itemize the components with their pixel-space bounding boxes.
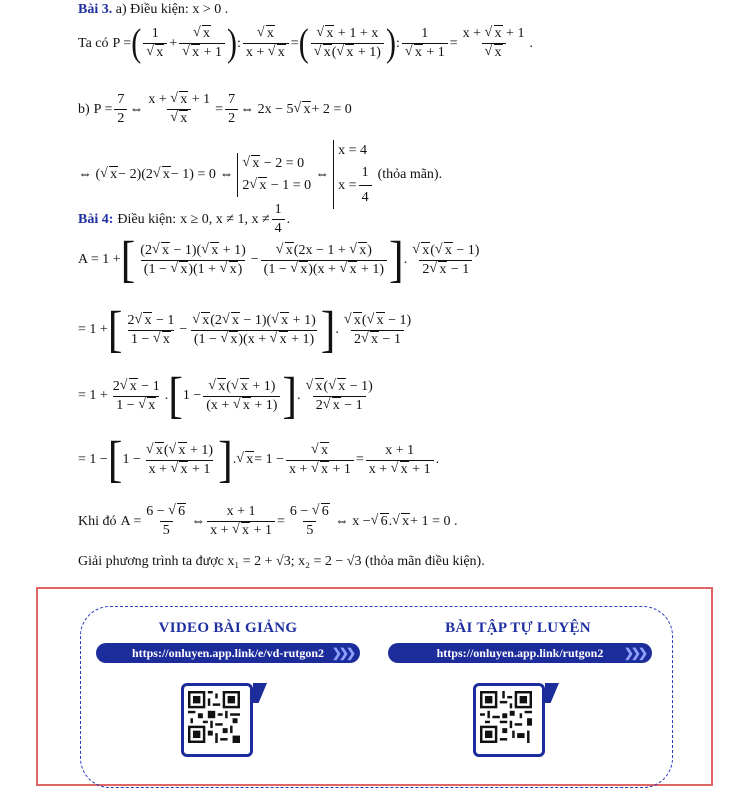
bai4-step-3: = 1 + $\frac{2√ x - 1}{1 - √ x}$ . [ 1 − √ $\frac{x(√ x + 1)}{(x + √ x + 1)}$ ] . √ $\frac{x(√ x - 1)}{2√ x - 1}$ [78, 374, 378, 418]
bai4-khi-do: Khi đó A = $\frac{6 - √ 6}{5}$ ⇔ $\frac{x + 1}{x + √ x + 1}$ = $\frac{6 - √ 6}{5}$ ⇔ x − √ 6 . √ x + 1 = 0 . [78, 504, 457, 539]
bai3-a-label: a) Điều kiện: [115, 2, 189, 17]
chevrons-icon: ❯❯❯ [623, 646, 645, 660]
video-qr-code[interactable] [181, 683, 261, 761]
b-label: b) [78, 101, 90, 117]
bai4-step-4: = 1 − [ 1 − √ $\frac{x(√ x + 1)}{x + √ x + 1}$ ] . √ x = 1 − √ $\frac{x}{x + √ x + 1}$ = $\frac{x + 1}{x + √ x + 1}$ . [78, 438, 439, 482]
bai3-heading: Bài 3. [78, 2, 113, 17]
video-link[interactable] [96, 643, 360, 663]
exercise-title: BÀI TẬP TỰ LUYỆN [445, 620, 591, 636]
bai4-cond-label: Điều kiện: [117, 211, 177, 227]
roots: x₁ = 2 + √3; x₂ = 2 − √3 [227, 554, 362, 569]
system-2: x = 4 x = $\frac{1}{4}$ [333, 140, 373, 209]
bai4-step-2: = 1 + [ $\frac{2√ x - 1}{1 - √ x}$ − √ $\frac{x(2√ x - 1)(√ x + 1)}{(1 - √ x)(x + √ x + 1)}$ ] . √ $\frac{x(√ x - 1)}{2√ x - 1}$ [78, 308, 416, 352]
bai4-step-1: A = 1 + [ $\frac{(2√ x - 1)(√ x + 1)}{(1 - √ x)(1 + √ x)}$ − √ $\frac{x(2x - 1 + √ x)}{(1 - √ x)(x + √ x + 1)}$ ] . √ $\frac{x(√ x - 1)}{2√ x - 1}$ [78, 238, 484, 282]
video-link-text: https://onluyen.app.link/e/vd-rutgon2 [131, 646, 325, 660]
khi-do-label: Khi đó [78, 513, 117, 529]
bai3-a-condition: x > 0 . [192, 2, 229, 17]
exercise-link-text: https://onluyen.app.link/rutgon2 [436, 646, 604, 660]
bai4-line-cond: Bài 4: Điều kiện: x ≥ 0, x ≠ 1, x ≠ $\frac{1}{4}$ . [78, 202, 291, 236]
ta-co-label: Ta có [78, 35, 109, 51]
bai3-expression-p: Ta có P = ( 1 √ x + √ x √ x + 1 ) : √ $\frac{x}{x + √ x}$ = ( √ x + 1 + x √ x(√ x + 1) ) : 1 √ x + 1 = x + √ x + 1 √ x . [78, 26, 533, 61]
bai3-part-b: b) P = $\frac{7}{2}$ ⇔ x + √ x + 1 √ x = $\frac{7}{2}$ ⇔ 2x − 5 √ x + 2 = 0 [78, 92, 352, 127]
dieu-kien: (thỏa mãn điều kiện). [364, 554, 485, 569]
video-title: VIDEO BÀI GIẢNG [158, 620, 298, 636]
thoa-man: (thỏa mãn). [377, 166, 443, 182]
bai4-cond: x ≥ 0, x ≠ 1, x ≠ [180, 211, 270, 227]
qr-icon [480, 690, 532, 744]
exercise-qr-code[interactable] [473, 683, 553, 761]
exercise-link[interactable] [388, 643, 652, 663]
bai4-giai [78, 554, 485, 570]
bai4-heading: Bài 4: [78, 211, 114, 227]
system-1: √ x − 2 = 0 2√ x − 1 = 0 [237, 153, 311, 197]
bai3-solution: ⇔ ( √ x − 2)(2 √ x − 1) = 0 ⇔ √ x − 2 = 0 2√ x − 1 = 0 ⇔ x = 4 x = $\frac{1}{4}$ (thỏa mãn). [78, 140, 442, 209]
giai-text: Giải phương trình ta được [78, 554, 224, 569]
bai3-line-a [78, 2, 228, 18]
chevrons-icon: ❯❯❯ [331, 646, 353, 660]
qr-icon [188, 690, 240, 744]
